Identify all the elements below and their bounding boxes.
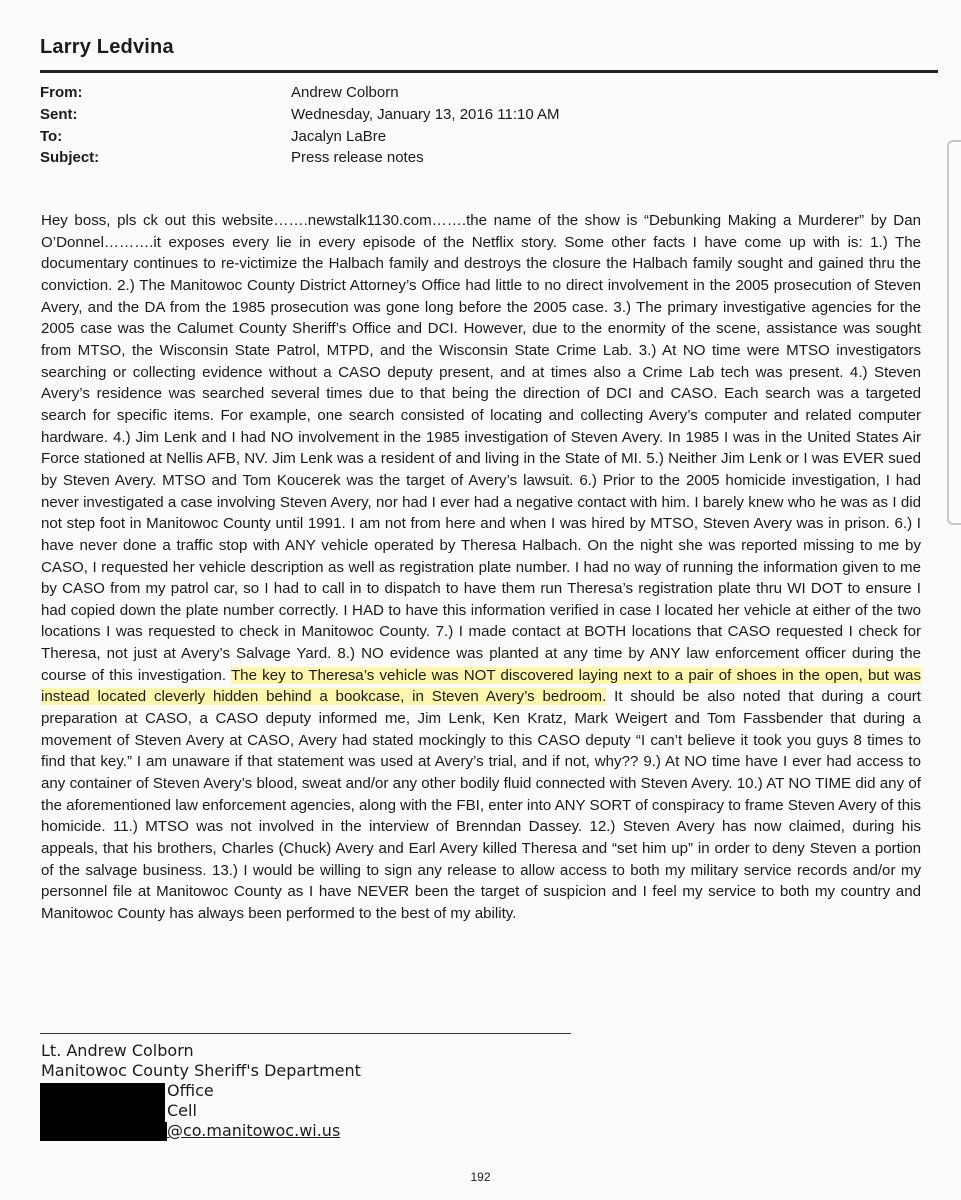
body-text-before-highlight: Hey boss, pls ck out this website…….newstalk1130.com…….the name of the show is “Debunking Making a Murderer” by Dan O’Donnel……….it exposes every lie in every episode of the Netflix story. Some other facts I have come up with is: 1.) The documentary continues to re-victimize the Halbach family and destroys the closure the Halbach family sought and gained thru the conviction. 2.) The Manitowoc County District Attorney’s Office had little to no direct involvement in the 2005 prosecution of Steven Avery, and the DA from the 1985 prosecution was gone long before the 2005 case. 3.) The primary investigative agencies for the 2005 case was the Calumet County Sheriff’s Office and DCI. However, due to the enormity of the scene, assistance was sought from MTSO, the Wisconsin State Patrol, MTPD, and the Wisconsin State Crime Lab. 3.) At NO time were MTSO investigators searching or collecting evidence without a CASO deputy present, and at times also a Crime Lab tech was present. 4.) Steven Avery’s residence was searched several times due to that being the direction of DCI and CASO. Each search was a targeted search for specific items. For example, one search consisted of locating and collecting Avery’s computer and related computer hardware. 4.) Jim Lenk and I had NO involvement in the 1985 investigation of Steven Avery. In 1985 I was in the United States Air Force stationed at Nellis AFB, NV. Jim Lenk was a resident of and living in the State of MI. 5.) Neither Jim Lenk or I was EVER sued by Steven Avery. MTSO and Tom Koucerek was the target of Avery’s lawsuit. 6.) Prior to the 2005 homicide investigation, I had never investigated a case involving Steven Avery, nor had I ever had a negative contact with him. I barely knew who he was as I did not step foot in Manitowoc County until 1991. I am not from here and when I was hired by MTSO, Steven Avery was in prison. 6.) I have never done a traffic stop with ANY vehicle operated by Theresa Halbach. On the night she was reported missing to me by CASO, I requested her vehicle description as well as registration plate number. I had no way of running the information given to me by CASO from my patrol car, so I had to call in to dispatch to have them run Theresa’s registration plate thru WI DOT to ensure I had copied down the plate number correctly. I HAD to have this information verified in case I located her vehicle at either of the two locations I was requested to check in Manitowoc County. 7.) I made contact at BOTH locations that CASO requested I check for Theresa, not just at Avery’s Salvage Yard. 8.) NO evidence was planted at any time by ANY law enforcement officer during the course of this investigation. xyxy=(41,212,921,684)
highlighted-passage: The key to Theresa’s vehicle was NOT discovered laying next to a pair of shoes in the open, but was instead located cleverly hidden behind a bookcase, in Steven Avery’s bedroom. xyxy=(41,666,921,706)
header-rule xyxy=(40,70,938,73)
office-phone-label: Office xyxy=(167,1081,214,1100)
scan-edge-bracket xyxy=(947,140,961,525)
to-label: To: xyxy=(40,128,63,145)
page-number: 192 xyxy=(470,1170,491,1184)
mailbox-owner-name: Larry Ledvina xyxy=(40,36,174,58)
signature-department: Manitowoc County Sheriff's Department xyxy=(41,1061,361,1080)
redaction-email-block xyxy=(40,1122,167,1141)
redaction-phone-block xyxy=(40,1083,165,1122)
cell-phone-label: Cell xyxy=(167,1101,197,1120)
from-label: From: xyxy=(40,84,83,101)
signature-name: Lt. Andrew Colborn xyxy=(41,1041,194,1060)
email-domain: @co.manitowoc.wi.us xyxy=(167,1121,341,1140)
subject-value: Press release notes xyxy=(291,149,424,166)
sent-label: Sent: xyxy=(40,106,78,123)
signature-rule xyxy=(40,1033,571,1034)
sent-value: Wednesday, January 13, 2016 11:10 AM xyxy=(291,106,560,123)
email-body xyxy=(41,210,921,925)
subject-label: Subject: xyxy=(40,149,100,166)
from-value: Andrew Colborn xyxy=(291,84,399,101)
to-value: Jacalyn LaBre xyxy=(291,128,387,145)
body-text-after-highlight: It should be also noted that during a court preparation at CASO, a CASO deputy informed me, Jim Lenk, Ken Kratz, Mark Weigert and Tom Fassbender that during a movement of Steven Avery at CASO, Avery had stated mockingly to this CASO deputy “I can’t believe it took you guys 8 times to find that key.” I am unaware if that statement was used at Avery’s trial, and if not, why?? 9.) At NO time have I ever had access to any container of Steven Avery’s blood, sweat and/or any other bodily fluid connected with Steven Avery. 10.) AT NO TIME did any of the aforementioned law enforcement agencies, along with the FBI, enter into ANY SORT of conspiracy to frame Steven Avery of this homicide. 11.) MTSO was not involved in the interview of Brenndan Dassey. 12.) Steven Avery has now claimed, during his appeals, that his brothers, Charles (Chuck) Avery and Earl Avery killed Theresa and “set him up” in order to deny Steven a portion of the salvage business. 13.) I would be willing to sign any release to allow access to both my military service records and/or my personnel file at Manitowoc County as I have NEVER been the target of suspicion and I feel my service to both my country and Manitowoc County has always been performed to the best of my ability. xyxy=(41,688,921,922)
